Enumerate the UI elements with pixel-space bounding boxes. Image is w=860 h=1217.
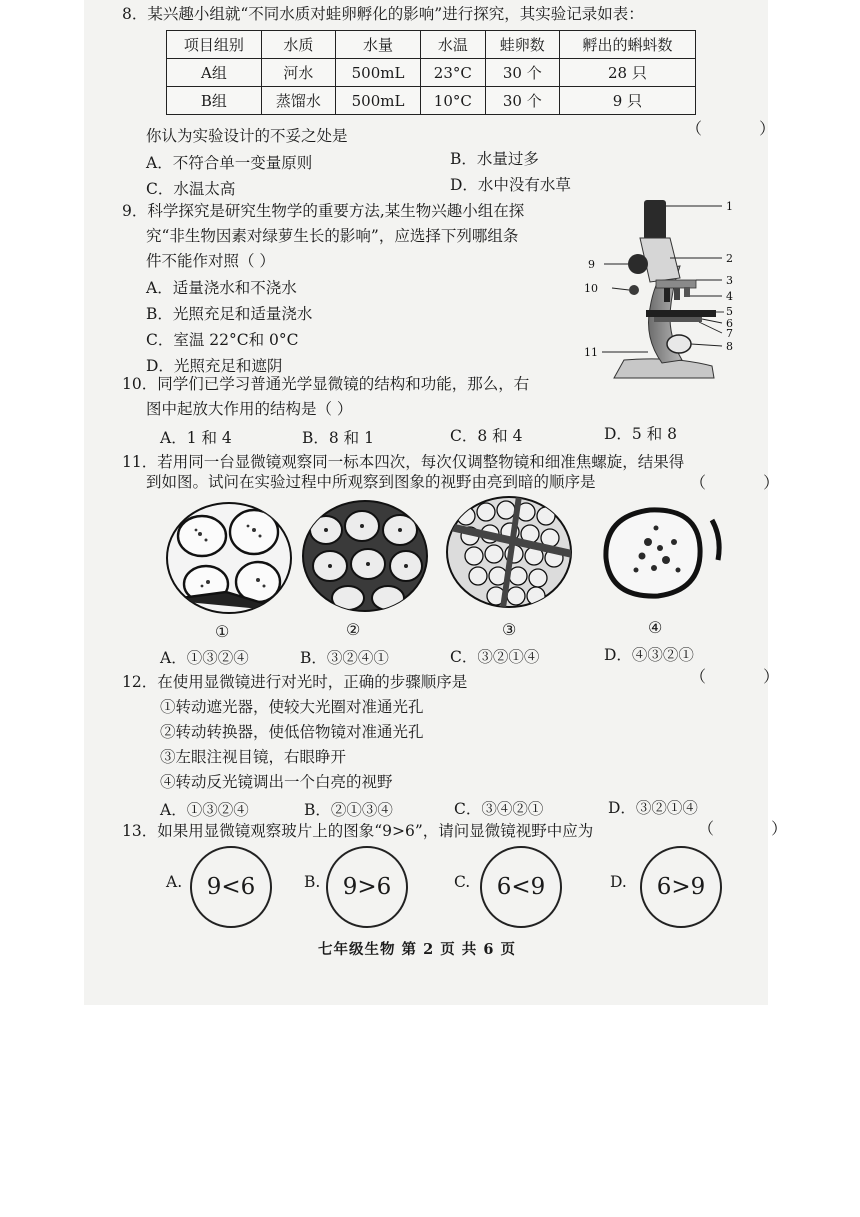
q12-step-2: ②转动转换器，使低倍物镜对准通光孔: [160, 723, 424, 741]
table-row: [167, 59, 696, 87]
micrograph-1-image: [166, 502, 292, 614]
q12-option-b: B．②①③④: [304, 801, 393, 819]
q12-option-a: A．①③②④: [160, 801, 249, 819]
q13-stem: 13．如果用显微镜观察玻片上的图象“9>6”，请问显微镜视野中应为: [122, 822, 594, 840]
q13-answer-paren: （ ）: [698, 819, 814, 838]
microscope-label: 3: [726, 274, 733, 287]
micrograph-3-label: ③: [502, 620, 517, 639]
table-header-row: [167, 31, 696, 59]
table-cell: B组: [167, 87, 262, 115]
q8-option-a: A．不符合单一变量原则: [146, 154, 313, 172]
microscope-label: 1: [726, 200, 733, 213]
microscope-label: 9: [588, 258, 595, 271]
q8-option-d: D．水中没有水草: [450, 176, 571, 194]
table-cell: 500mL: [336, 59, 421, 87]
table-cell: 10°C: [421, 87, 486, 115]
microscope-label: 10: [584, 282, 598, 295]
q13-option-b-circle: 9>6: [326, 846, 408, 928]
micrograph-4-label: ④: [648, 618, 663, 637]
table-cell: 30 个: [485, 59, 559, 87]
q13-option-d-letter: D.: [610, 873, 627, 891]
q8-option-c: C．水温太高: [146, 180, 236, 198]
page-footer: 七年级生物 第 2 页 共 6 页: [318, 941, 516, 958]
table-header: 水量: [336, 31, 421, 59]
microscope-label: 8: [726, 340, 733, 353]
q8-stem: 8．某兴趣小组就“不同水质对蛙卵孵化的影响”进行探究，其实验记录如表：: [122, 5, 644, 23]
q8-data-table: [166, 30, 696, 115]
table-row: [167, 87, 696, 115]
q13-option-d-circle: 6>9: [640, 846, 722, 928]
q10-stem-line1: 10．同学们已学习普通光学显微镜的结构和功能，那么，右: [122, 375, 530, 393]
q11-stem-line1: 11．若用同一台显微镜观察同一标本四次，每次仅调整物镜和细准焦螺旋，结果得: [122, 453, 685, 471]
q12-step-3: ③左眼注视目镜，右眼睁开: [160, 748, 347, 766]
table-header: 项目组别: [167, 31, 262, 59]
q12-option-c: C．③④②①: [454, 800, 544, 818]
table-cell: 蒸馏水: [261, 87, 335, 115]
q11-option-d: D．④③②①: [604, 646, 694, 664]
q9-option-a: A．适量浇水和不浇水: [146, 279, 297, 297]
q10-option-c: C．8 和 4: [450, 427, 523, 445]
micrograph-2-label: ②: [346, 620, 361, 639]
q9-stem-line1: 9．科学探究是研究生物学的重要方法,某生物兴趣小组在探: [122, 202, 525, 220]
table-header: 蛙卵数: [485, 31, 559, 59]
q11-stem-line2: 到如图。试问在实验过程中所观察到图象的视野由亮到暗的顺序是: [146, 473, 596, 491]
q12-stem: 12．在使用显微镜进行对光时，正确的步骤顺序是: [122, 673, 468, 691]
micrograph-4-image: [596, 498, 722, 610]
q12-option-d: D．③②①④: [608, 799, 698, 817]
table-cell: 9 只: [559, 87, 695, 115]
q12-step-1: ①转动遮光器，使较大光圈对准通光孔: [160, 698, 424, 716]
q9-stem-line3: 件不能作对照（ ）: [146, 252, 275, 270]
q10-option-b: B．8 和 1: [302, 429, 374, 447]
q11-option-b: B．③②④①: [300, 649, 389, 667]
q8-option-b: B．水量过多: [450, 150, 539, 168]
q10-option-d: D．5 和 8: [604, 425, 678, 443]
table-cell: 23°C: [421, 59, 486, 87]
micrograph-2-image: [302, 500, 428, 612]
q13-option-a-circle: 9<6: [190, 846, 272, 928]
microscope-label: 6: [726, 317, 733, 330]
table-cell: 500mL: [336, 87, 421, 115]
q11-answer-paren: （ ）: [690, 473, 806, 492]
microscope-label: 2: [726, 252, 733, 265]
table-cell: A组: [167, 59, 262, 87]
table-header: 水质: [261, 31, 335, 59]
q10-option-a: A．1 和 4: [160, 429, 232, 447]
q13-option-c-letter: C.: [454, 873, 471, 891]
microscope-figure: [584, 188, 744, 398]
microscope-label: 5: [726, 305, 733, 318]
q9-stem-line2: 究“非生物因素对绿萝生长的影响”，应选择下列哪组条: [146, 227, 519, 245]
q12-step-4: ④转动反光镜调出一个白亮的视野: [160, 773, 393, 791]
table-cell: 28 只: [559, 59, 695, 87]
microscope-label: 7: [726, 327, 733, 340]
micrograph-3-image: [446, 496, 572, 608]
table-cell: 30 个: [485, 87, 559, 115]
q10-stem-line2: 图中起放大作用的结构是（ ）: [146, 400, 353, 418]
table-header: 水温: [421, 31, 486, 59]
microscope-label: 11: [584, 346, 598, 359]
q8-prompt: 你认为实验设计的不妥之处是: [146, 127, 348, 145]
q12-answer-paren: （ ）: [690, 667, 806, 686]
q9-option-c: C．室温 22°C和 0°C: [146, 331, 299, 349]
q9-option-d: D．光照充足和遮阴: [146, 357, 283, 375]
q13-option-a-letter: A.: [166, 873, 183, 891]
q11-option-c: C．③②①④: [450, 648, 540, 666]
q13-option-b-letter: B.: [304, 873, 321, 891]
eyepiece-shape: [644, 200, 666, 240]
microscope-label: 4: [726, 290, 733, 303]
micrograph-1-label: ①: [215, 622, 230, 641]
table-cell: 河水: [261, 59, 335, 87]
q8-answer-paren: （ ）: [686, 119, 802, 138]
table-header: 孵出的蝌蚪数: [559, 31, 695, 59]
q9-option-b: B．光照充足和适量浇水: [146, 305, 313, 323]
q13-option-c-circle: 6<9: [480, 846, 562, 928]
q11-option-a: A．①③②④: [160, 649, 249, 667]
